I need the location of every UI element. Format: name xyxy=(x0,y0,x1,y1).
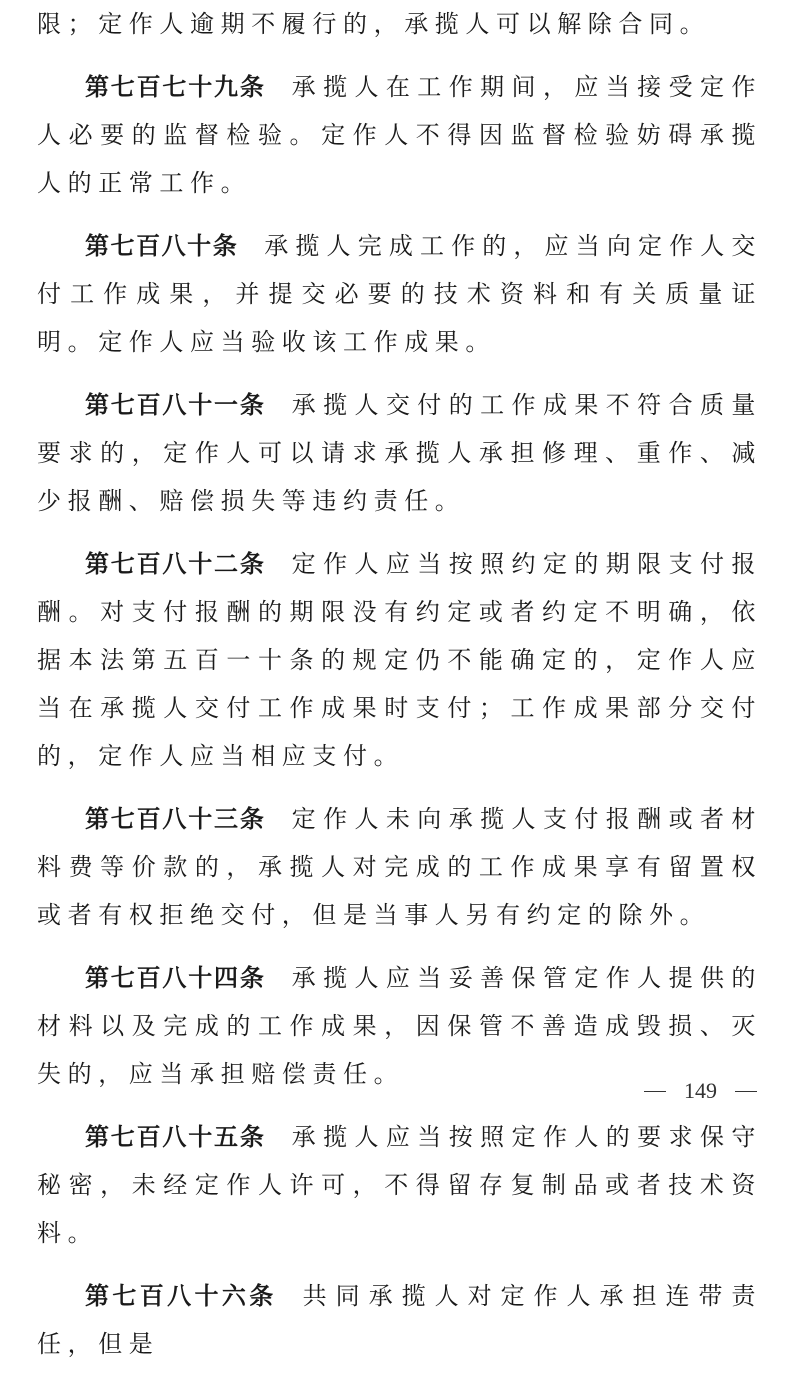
article-784 xyxy=(37,954,762,1098)
article-783 xyxy=(37,795,762,939)
page-footer xyxy=(644,1078,757,1104)
article-text: 承揽人应当按照定作人的要求保守秘密，未经定作人许可，不得留存复制品或者技术资料。 xyxy=(37,1123,763,1247)
article-text: 承揽人应当妥善保管定作人提供的材料以及完成的工作成果，因保管不善造成毁损、灭失的，应当承担赔偿责任。 xyxy=(37,964,763,1088)
article-779 xyxy=(37,63,762,207)
document-page xyxy=(37,0,762,1383)
article-786 xyxy=(37,1272,762,1368)
article-number: 第七百八十四条 xyxy=(85,964,266,992)
article-text: 承揽人在工作期间，应当接受定作人必要的监督检验。定作人不得因监督检验妨碍承揽人的正常工作。 xyxy=(37,73,763,197)
dash-right xyxy=(735,1091,757,1092)
article-number: 第七百七十九条 xyxy=(85,73,266,101)
article-781 xyxy=(37,381,762,525)
article-number: 第七百八十五条 xyxy=(85,1123,266,1151)
article-number: 第七百八十二条 xyxy=(85,550,266,578)
article-number: 第七百八十三条 xyxy=(85,805,266,833)
article-number: 第七百八十条 xyxy=(85,232,239,260)
article-text: 定作人未向承揽人支付报酬或者材料费等价款的，承揽人对完成的工作成果享有留置权或者有权拒绝交付，但是当事人另有约定的除外。 xyxy=(37,805,763,929)
article-782 xyxy=(37,540,762,780)
article-text: 共同承揽人对定作人承担连带责任，但是 xyxy=(37,1282,763,1358)
article-text: 承揽人交付的工作成果不符合质量要求的，定作人可以请求承揽人承担修理、重作、减少报酬、赔偿损失等违约责任。 xyxy=(37,391,763,515)
article-785 xyxy=(37,1113,762,1257)
article-number: 第七百八十一条 xyxy=(85,391,266,419)
opening-paragraph: 限；定作人逾期不履行的，承揽人可以解除合同。 xyxy=(37,10,711,38)
dash-left xyxy=(644,1091,666,1092)
article-number: 第七百八十六条 xyxy=(85,1282,277,1310)
page-number: 149 xyxy=(684,1078,717,1103)
article-text: 承揽人完成工作的，应当向定作人交付工作成果，并提交必要的技术资料和有关质量证明。定作人应当验收该工作成果。 xyxy=(37,232,763,356)
article-text: 定作人应当按照约定的期限支付报酬。对支付报酬的期限没有约定或者约定不明确，依据本法第五百一十条的规定仍不能确定的，定作人应当在承揽人交付工作成果时支付；工作成果部分交付的，定作人应当相应支付。 xyxy=(37,550,763,770)
article-780 xyxy=(37,222,762,366)
